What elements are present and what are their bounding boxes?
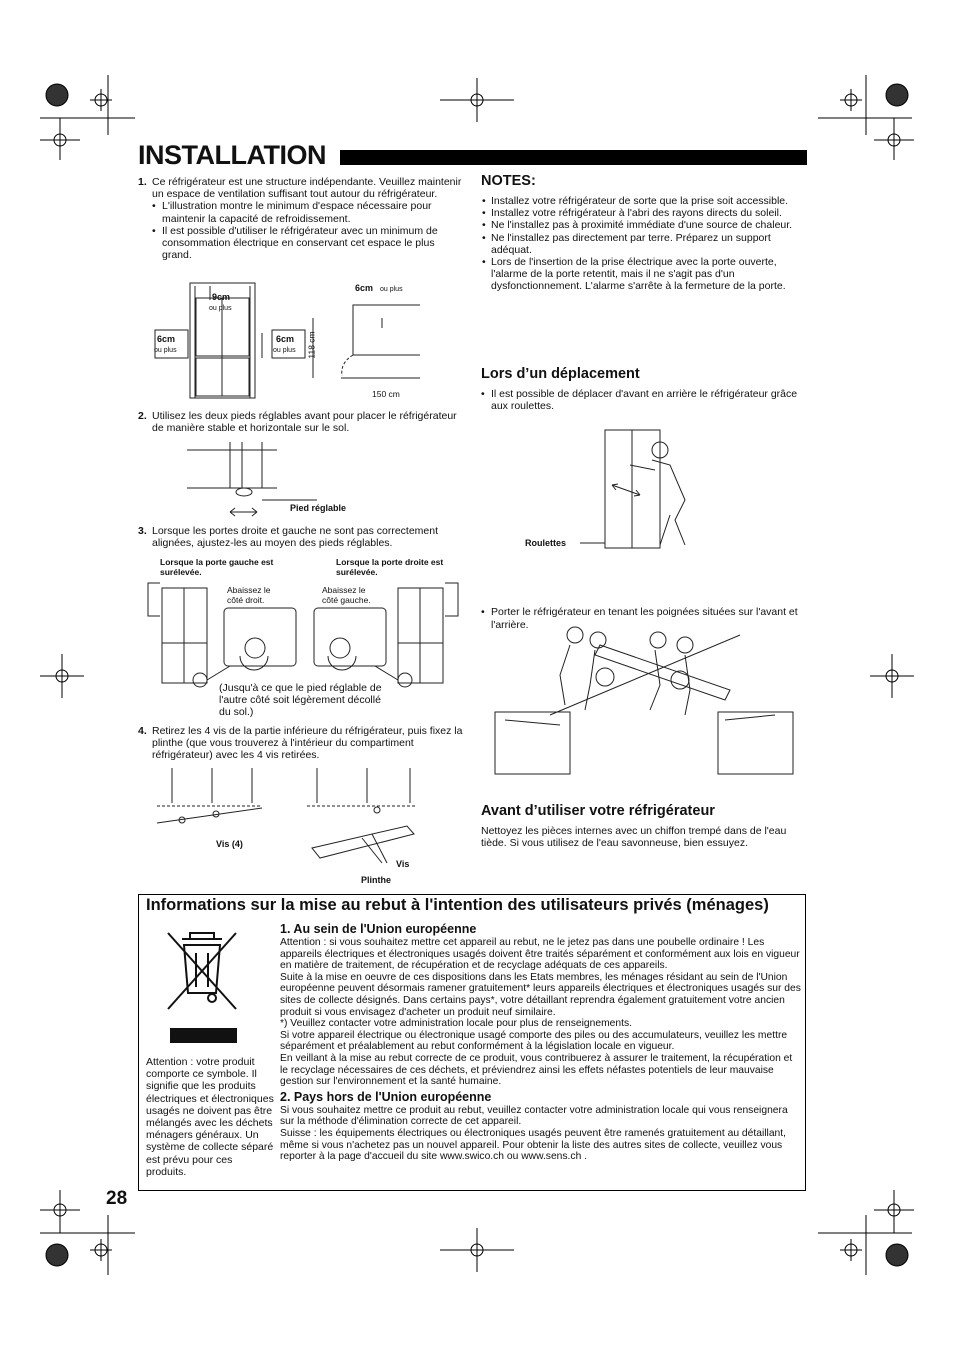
disposal-sec2-p2: Suisse : les équipements électriques ou électroniques usagés peuvent être ramenés gratuitement au détaillant, même si vous n'achetez pas un nouvel appareil. Pour obtenir la liste des autres sites de collecte, veuillez vous reporter à la page d'accueil du site www.swico.ch ou www.sens.ch . bbox=[280, 1127, 786, 1163]
title-bar bbox=[340, 150, 807, 165]
disposal-sec1-title: 1. Au sein de l'Union européenne bbox=[280, 922, 477, 936]
clearance-top-label: 9cm bbox=[212, 292, 231, 302]
clearance-left-label: 6cm bbox=[157, 334, 176, 344]
disposal-sec1-p1: Attention : si vous souhaitez mettre cet appareil au rebut, ne le jetez pas dans une poubelle ordinaire ! Les appareils électriques et électroniques usagés doivent être traités séparément et conformément aux lois en vigueur en matière de traitement, de récupération et de recyclage adéquats de ces appareils. bbox=[280, 937, 800, 972]
step-3-left-caption: Lorsque la porte gauche est surélevée. bbox=[160, 557, 274, 577]
step-2 bbox=[138, 410, 463, 434]
step-2-number: 2. bbox=[138, 410, 147, 422]
disposal-sec1-p2: Suite à la mise en oeuvre de ces dispositions dans les Etats membres, les ménages résidant au sein de l'Union européenne peuvent désormais ramener gratuitement* leurs appareils électriques et électroniques usagés sur des sites de collecte désignés. Dans certains pays*, votre détaillant reprendra également gratuitement votre ancien produit si vous envisagez d'acheter un produit neuf similaire. bbox=[280, 971, 801, 1018]
step-1-text: Ce réfrigérateur est une structure indépendante. Veuillez maintenir un espace de ventilation suffisant tout autour du réfrigérateur. bbox=[152, 176, 462, 201]
disposal-title: Informations sur la mise au rebut à l'intention des utilisateurs privés (ménages) bbox=[146, 896, 769, 914]
adjustable-foot-caption: Pied réglable bbox=[290, 503, 347, 513]
plinth-caption: Plinthe bbox=[361, 875, 392, 885]
moving-rollers-figure bbox=[560, 425, 700, 555]
screws-4-caption: Vis (4) bbox=[216, 839, 243, 849]
carrying-figure bbox=[490, 615, 800, 780]
clearance-right-label: 6cm bbox=[276, 334, 295, 344]
step-1-bullet: • Il est possible d'utiliser le réfrigérateur avec un minimum de consommation électrique en conservant cet espace le plus grand. bbox=[152, 225, 463, 262]
before-use-text: Nettoyez les pièces internes avec un chiffon trempé dans de l'eau tiède. Si vous utilisez de l'eau savonneuse, bien essuyez. bbox=[481, 825, 787, 850]
step-1 bbox=[138, 176, 463, 261]
disposal-content bbox=[280, 922, 802, 1163]
moving-bullet-1: • Il est possible de déplacer d'avant en arrière le réfrigérateur grâce aux roulettes. bbox=[481, 388, 811, 412]
page-number: 28 bbox=[106, 1188, 128, 1209]
door-alignment-figure bbox=[140, 568, 465, 693]
notes-item: • Ne l'installez pas à proximité immédiate d'une source de chaleur. bbox=[481, 219, 806, 231]
clearance-height-label: 118 cm bbox=[306, 331, 317, 359]
before-use-title: Avant d’utiliser votre réfrigérateur bbox=[481, 803, 715, 819]
disposal-sec1-p3: *) Veuillez contacter votre administration locale pour plus de renseignements. bbox=[280, 1018, 632, 1030]
page-title: INSTALLATION bbox=[138, 140, 326, 170]
clearance-top2-label: 6cm bbox=[355, 283, 374, 293]
step-1-bullet: • L'illustration montre le minimum d'espace nécessaire pour maintenir la capacité de refroidissement. bbox=[152, 200, 463, 224]
step-3-right-note: Abaissez le côté gauche. bbox=[322, 585, 371, 605]
notes-item: • Installez votre réfrigérateur à l'abri des rayons directs du soleil. bbox=[481, 207, 806, 219]
clearance-top2-ou-plus: ou plus bbox=[380, 286, 403, 293]
step-4-text: Retirez les 4 vis de la partie inférieure du réfrigérateur, puis fixez la plinthe (que vous trouverez à l'intérieur du compartiment réfrigérateur) avec les 4 vis retirées. bbox=[152, 725, 463, 762]
notes-item: • Ne l'installez pas directement par terre. Préparez un support adéquat. bbox=[481, 232, 806, 256]
clearance-left-ou-plus: ou plus bbox=[154, 347, 177, 354]
moving-bullet-2: • Porter le réfrigérateur en tenant les poignées situées sur l'avant et l'arrière. bbox=[481, 606, 811, 630]
weee-symbol-text: Attention : votre produit comporte ce symbole. Il signifie que les produits électriques et électroniques usagés ne doivent pas être mélangés avec les déchets ménagers généraux. Un système de collecte séparé est prévu pour ces produits. bbox=[146, 1056, 274, 1178]
disposal-sec2-title: 2. Pays hors de l'Union européenne bbox=[280, 1089, 492, 1104]
step-3 bbox=[138, 525, 463, 549]
step-2-text: Utilisez les deux pieds réglables avant pour placer le réfrigérateur de manière stable et horizontale sur le sol. bbox=[152, 410, 457, 435]
weee-bin-icon bbox=[160, 925, 242, 1047]
moving-title: Lors d’un déplacement bbox=[481, 366, 640, 382]
disposal-sec1-p5: En veillant à la mise au rebut correcte de ce produit, vous contribuerez à assurer le traitement, la récupération et le recyclage nécessaires de ces déchets, et préviendrez ainsi les effets néfastes potentiels de leur mauvaise gestion sur l'environnement et la santé humaine. bbox=[280, 1052, 793, 1088]
disposal-sec2-p1: Si vous souhaitez mettre ce produit au rebut, veuillez contacter votre administration locale qui vous renseignera sur la méthode d'élimination correcte de cet appareil. bbox=[280, 1104, 788, 1128]
clearance-top-ou-plus: ou plus bbox=[209, 305, 232, 312]
plinth-figure bbox=[152, 768, 422, 883]
notes-list bbox=[481, 195, 806, 293]
step-3-right-caption: Lorsque la porte droite est surélevée. bbox=[336, 557, 444, 577]
step-3-number: 3. bbox=[138, 525, 147, 537]
step-4 bbox=[138, 725, 463, 762]
step-3-text: Lorsque les portes droite et gauche ne sont pas correctement alignées, ajustez-les au moyen des pieds réglables. bbox=[152, 525, 439, 550]
clearance-right-ou-plus: ou plus bbox=[273, 347, 296, 354]
screw-caption: Vis bbox=[396, 859, 410, 869]
step-4-number: 4. bbox=[138, 725, 147, 737]
clearance-width-label: 150 cm bbox=[372, 389, 400, 399]
notes-item: • Installez votre réfrigérateur de sorte que la prise soit accessible. bbox=[481, 195, 806, 207]
notes-title: NOTES: bbox=[481, 173, 536, 189]
rollers-caption: Roulettes bbox=[525, 538, 567, 548]
disposal-sec1-p4: Si votre appareil électrique ou électronique usagé comporte des piles ou des accumulateurs, veuillez les mettre séparément et préalablement au rebut conformément à la législation locale en vigueur. bbox=[280, 1029, 788, 1053]
step-3-footnote: (Jusqu'à ce que le pied réglable de l'autre côté soit légèrement décollé du sol.) bbox=[219, 682, 382, 719]
step-3-left-note: Abaissez le côté droit. bbox=[227, 585, 271, 605]
notes-item: • Lors de l'insertion de la prise électrique avec la porte ouverte, l'alarme de la porte retentit, mais il ne s'agit pas d'un dysfonctionnement. L'alarme s'arrête à la fermeture de la porte. bbox=[481, 256, 806, 293]
step-1-number: 1. bbox=[138, 176, 147, 188]
